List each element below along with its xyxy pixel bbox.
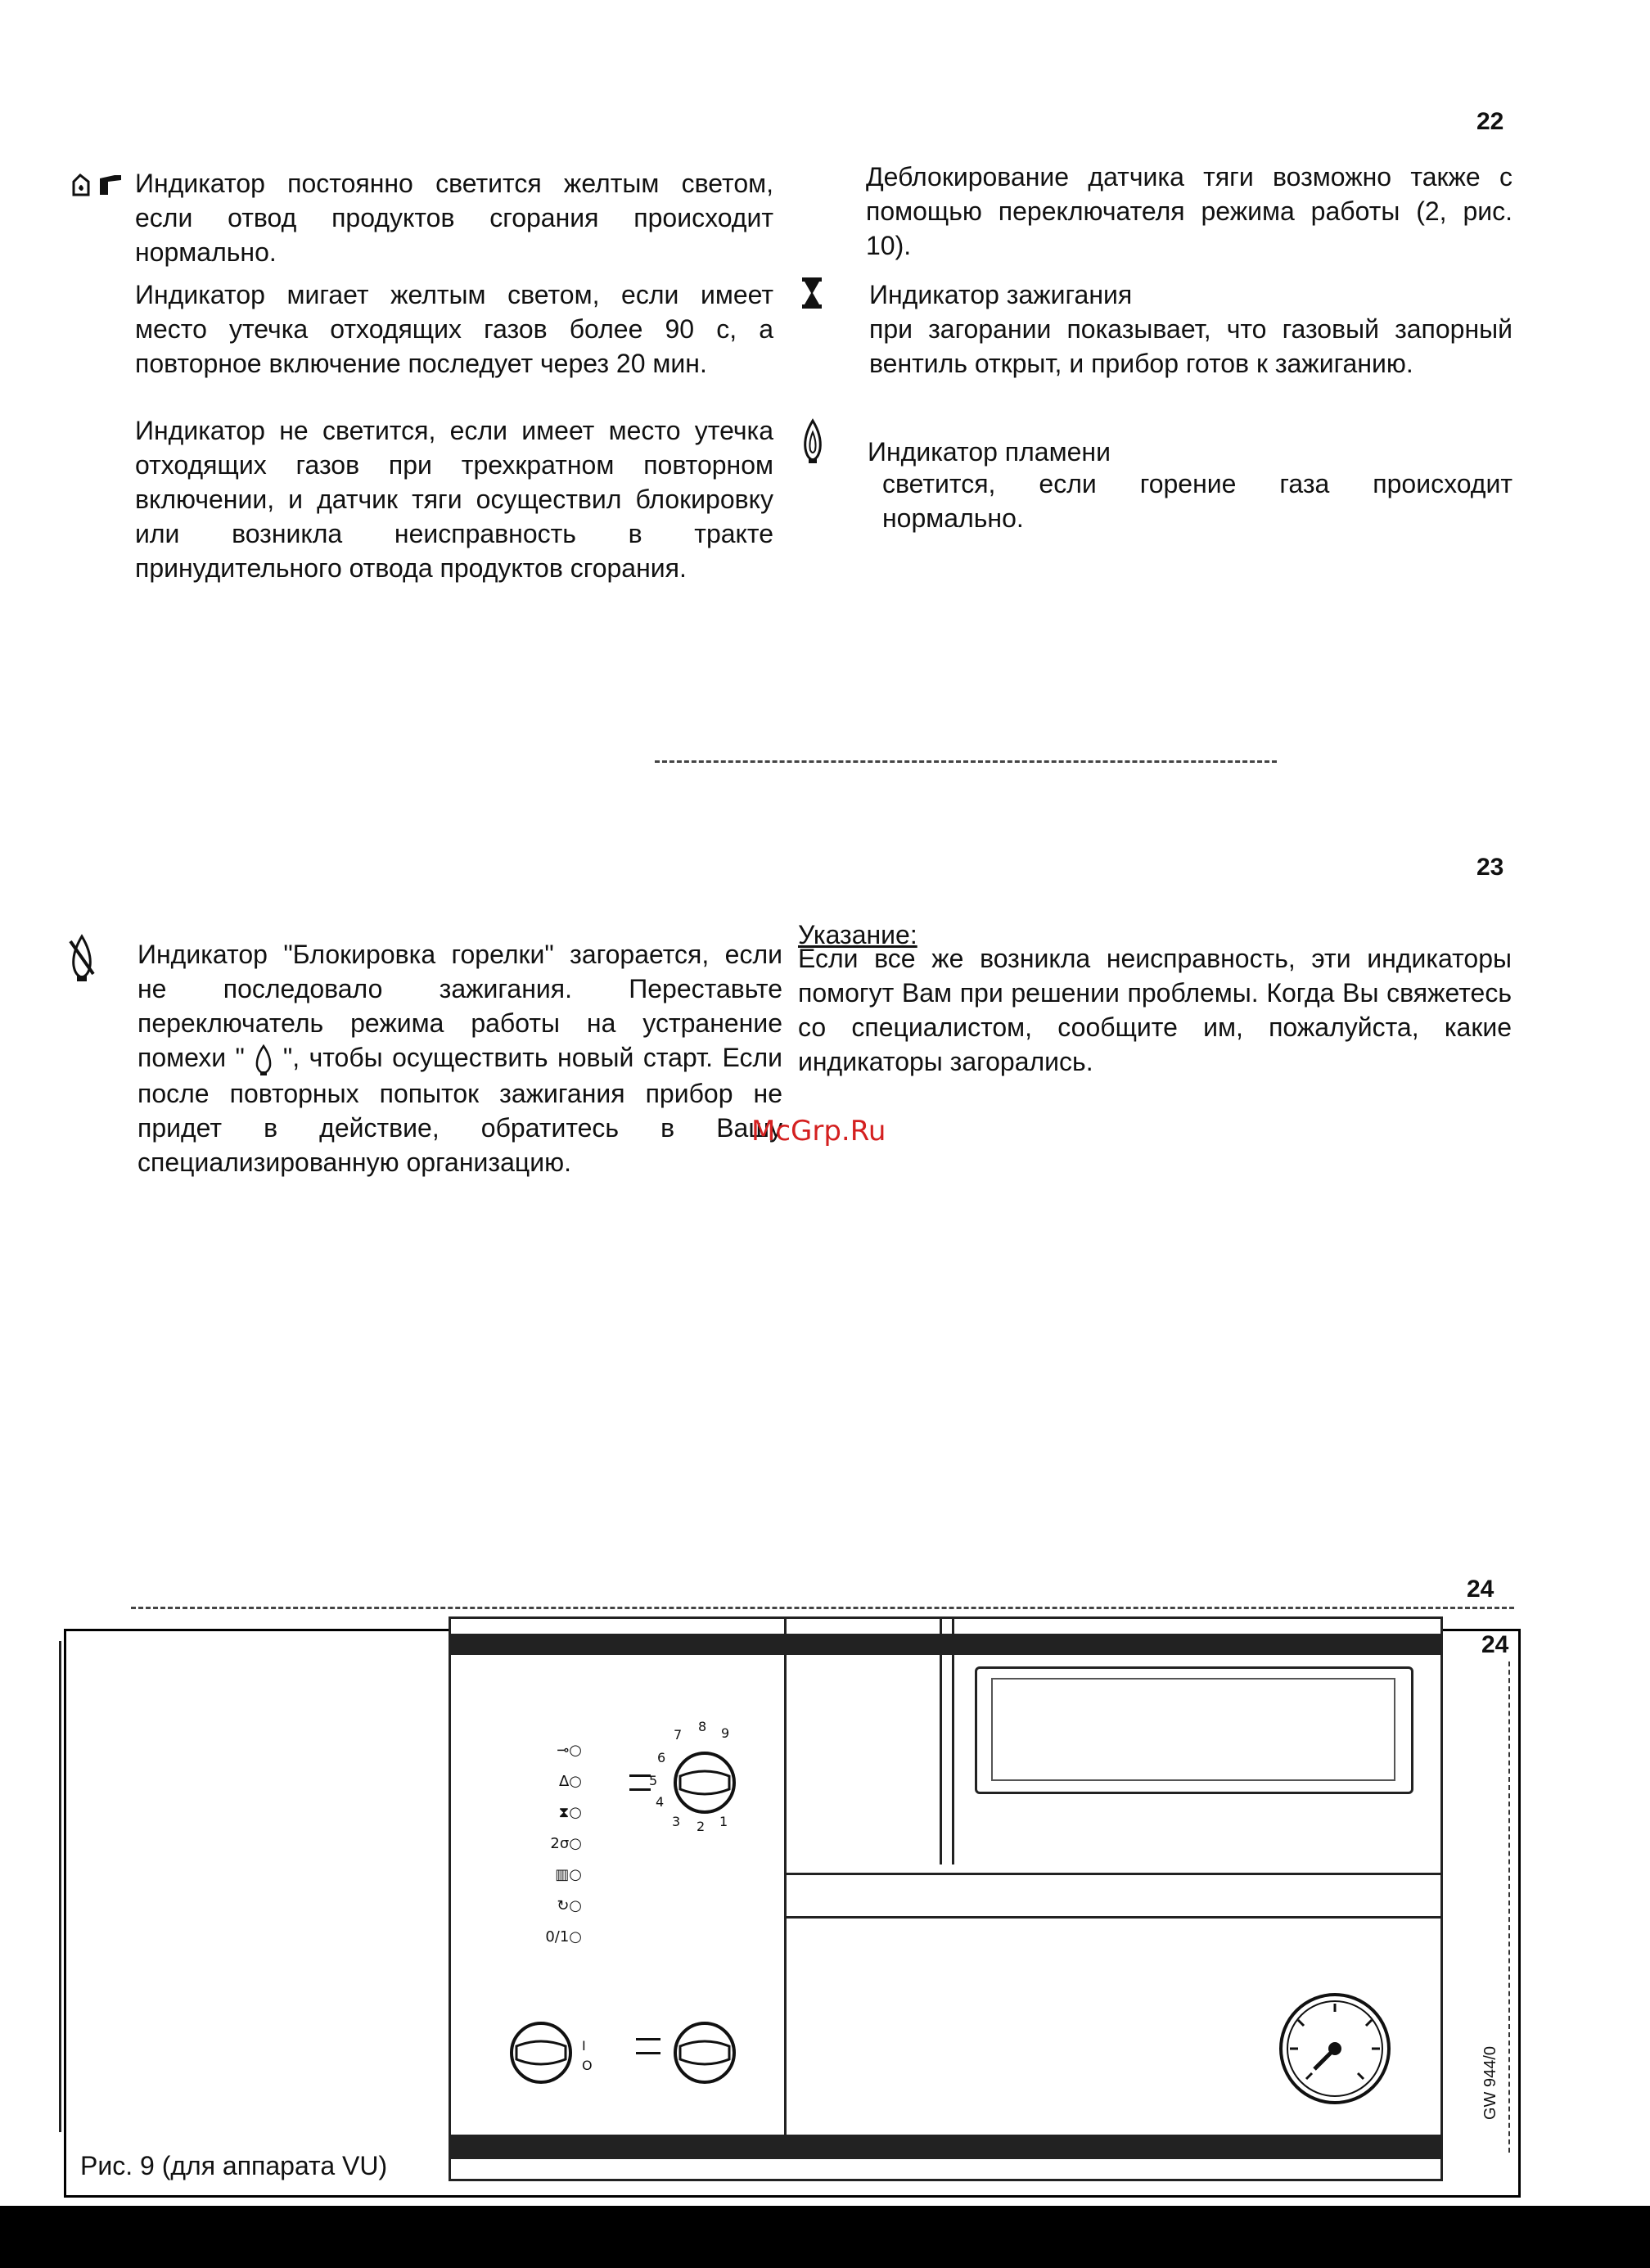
appliance-panel [449,1616,1443,2181]
hot-water-knob[interactable] [656,2004,754,2102]
mode-selector-dial[interactable] [656,1734,754,1832]
symbol-row-1: ⊸○ [557,1742,582,1759]
panel-bottom-strip [451,2135,1440,2159]
page-number-22: 22 [1476,108,1504,135]
unlock-para: Деблокирование датчика тяги возможно также с помощью переключателя режима работы (2, рис. 10). [866,162,1512,260]
symbol-row-6: ↻○ [557,1897,582,1914]
panel-divider-3 [952,1619,954,1864]
exhaust-indicator-icon [69,170,128,204]
dial-num-2: 2 [697,1819,706,1834]
exhaust-para-2: Индикатор мигает желтым светом, если имеет место утечка отходящих газов более 90 с, а повторное включение последует через 20 мин. [135,280,773,378]
switch-label-on: I [582,2038,586,2054]
dial-num-9: 9 [721,1725,730,1741]
burner-lockout-icon [65,933,98,988]
pressure-gauge [1274,1987,1396,2110]
symbol-row-7: 0/1○ [545,1928,582,1946]
page-number-23: 23 [1476,854,1504,881]
display-window-inner [991,1678,1395,1781]
symbol-row-5: ▥○ [555,1866,582,1883]
burner-lockout-text-b: ", чтобы осуществить новый старт. Если после повторных попыток зажигания прибор не придет в действие, обратитесь в Вашу специализированную организацию. [138,1043,783,1177]
burner-lockout-text [138,937,782,1179]
dial-num-1: 1 [719,1814,728,1829]
dial-num-3: 3 [672,1814,681,1829]
switch-label-off: O [582,2058,593,2073]
symbol-row-2: ᐃ○ [558,1773,582,1790]
figure-inner-left-line [59,1641,61,2132]
symbol-row-3: ⧗○ [558,1804,582,1821]
flame-inline-icon [254,1044,273,1076]
figure-caption: Рис. 9 (для аппарата VU) [80,2151,388,2180]
flame-title: Индикатор пламени [868,437,1111,467]
exhaust-para-3: Индикатор не светится, если имеет место утечка отходящих газов при трехкратном повторном включении, и датчик тяги осуществил блокировку или возникла неисправность в тракте принудительного отвода продуктов сгорания. [135,416,773,583]
burner-lockout-text-a: Индикатор "Блокировка горелки" загорается, если не последовало зажигания. Переставьте переключатель режима работы на устранение помехи " [138,940,782,1072]
panel-top-strip [451,1634,1440,1655]
dial-num-4: 4 [656,1794,665,1810]
section-separator [655,760,1277,763]
heating-symbol [629,1774,651,1791]
flame-icon [800,417,825,469]
page-number-24: 24 [1467,1576,1494,1603]
dial-num-6: 6 [657,1750,666,1765]
hourglass-icon [800,276,823,314]
flame-text: светится, если горение газа происходит нормально. [882,469,1512,533]
note-title: Указание: [798,920,917,949]
ignition-title: Индикатор зажигания [869,280,1133,309]
dial-num-5: 5 [649,1773,658,1788]
ignition-text: при загорании показывает, что газовый запорный вентиль открыт, и прибор готов к зажиганию. [869,314,1512,378]
watermark: McGrp.Ru [751,1115,886,1148]
panel-divider-2 [940,1619,942,1864]
scan-bottom-bar [0,2206,1650,2268]
figure-code: GW 944/0 [1481,2045,1499,2120]
tap-symbol [636,2038,660,2054]
panel-band [787,1873,1440,1919]
exhaust-para-1: Индикатор постоянно светится желтым светом, если отвод продуктов сгорания происходит нормально. [135,169,773,267]
dial-num-8: 8 [698,1719,707,1734]
symbol-row-4: 2σ○ [550,1835,582,1852]
figure-top-rule [131,1607,1514,1609]
note-text: Если все же возникла неисправность, эти индикаторы помогут Вам при решении проблемы. Когда Вы свяжетесь со специалистом, сообщите им, пожалуйста, какие индикаторы загорались. [798,944,1512,1076]
figure-inner-right-line [1508,1662,1510,2153]
page-number-24-inner: 24 [1481,1631,1509,1658]
main-switch-knob[interactable] [492,2004,590,2102]
dial-num-7: 7 [674,1727,683,1743]
